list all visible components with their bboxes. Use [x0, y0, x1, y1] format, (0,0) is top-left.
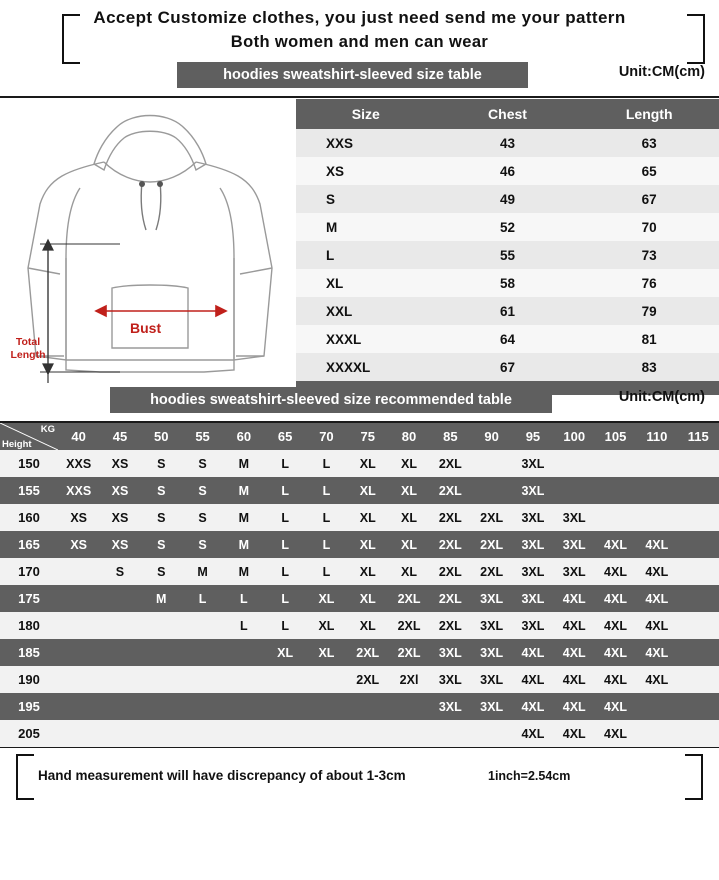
size-cell: L — [223, 585, 264, 612]
table-row — [296, 185, 719, 213]
size-cell: 2XL — [388, 612, 429, 639]
size-cell — [58, 558, 99, 585]
size-cell — [636, 504, 677, 531]
size-cell: S — [182, 477, 223, 504]
size-cell: 3XL — [430, 666, 471, 693]
size-cell — [677, 558, 719, 585]
cell-chest: 52 — [436, 213, 580, 241]
size-cell: 3XL — [554, 504, 595, 531]
total-length-line-1: Total — [15, 336, 41, 348]
size-cell: 2XL — [471, 504, 512, 531]
size-cell: XS — [99, 531, 140, 558]
size-cell: 4XL — [554, 720, 595, 747]
size-cell — [182, 612, 223, 639]
size-cell: XL — [306, 585, 347, 612]
size-cell — [595, 477, 636, 504]
size-cell — [99, 612, 140, 639]
size-cell — [265, 720, 306, 747]
size-cell — [58, 639, 99, 666]
size-cell: 3XL — [554, 558, 595, 585]
size-cell — [554, 477, 595, 504]
size-cell: 3XL — [430, 693, 471, 720]
height-cell: 185 — [0, 639, 58, 666]
size-cell: XL — [388, 477, 429, 504]
cell-length: 76 — [579, 269, 719, 297]
size-cell — [223, 639, 264, 666]
size-cell — [182, 720, 223, 747]
height-cell: 155 — [0, 477, 58, 504]
cell-size: L — [296, 241, 436, 269]
size-cell: 3XL — [554, 531, 595, 558]
size-cell: L — [265, 531, 306, 558]
size-cell: 4XL — [554, 612, 595, 639]
size-cell: L — [306, 477, 347, 504]
size-cell: 4XL — [554, 585, 595, 612]
size-cell: 3XL — [512, 612, 553, 639]
size-cell: M — [223, 558, 264, 585]
size-cell: XS — [99, 477, 140, 504]
size-cell: L — [265, 504, 306, 531]
size-cell: XL — [347, 558, 388, 585]
size-cell: S — [182, 450, 223, 477]
size-cell — [677, 612, 719, 639]
size-cell: 4XL — [512, 720, 553, 747]
height-cell: 205 — [0, 720, 58, 747]
height-cell: 180 — [0, 612, 58, 639]
size-cell — [636, 477, 677, 504]
cell-length: 70 — [579, 213, 719, 241]
weight-header: 50 — [141, 423, 182, 450]
recommend-body — [0, 450, 719, 747]
size-cell: 4XL — [512, 693, 553, 720]
size-cell: S — [141, 531, 182, 558]
height-cell: 160 — [0, 504, 58, 531]
size-cell: 4XL — [554, 693, 595, 720]
recommend-header-row — [0, 423, 719, 450]
size-cell: 3XL — [512, 477, 553, 504]
size-cell — [306, 666, 347, 693]
recommend-table-title: hoodies sweatshirt-sleeved size recommended table — [110, 387, 552, 413]
size-cell: 2XL — [430, 504, 471, 531]
size-cell: M — [223, 450, 264, 477]
size-cell: 3XL — [471, 639, 512, 666]
cell-size: XS — [296, 157, 436, 185]
size-cell: 4XL — [636, 666, 677, 693]
size-cell: 2XL — [430, 477, 471, 504]
weight-header: 110 — [636, 423, 677, 450]
axis-label-kg: KG — [40, 424, 56, 435]
size-cell — [58, 666, 99, 693]
table-row — [296, 325, 719, 353]
size-cell: 2XL — [430, 558, 471, 585]
height-cell: 175 — [0, 585, 58, 612]
footer-bracket-right — [685, 754, 703, 800]
cell-size: S — [296, 185, 436, 213]
cell-length: 73 — [579, 241, 719, 269]
cell-size: XXXXL — [296, 353, 436, 381]
footer-inch-conversion: 1inch=2.54cm — [488, 769, 571, 783]
cell-length: 63 — [579, 129, 719, 157]
recommend-table-title-row — [0, 383, 719, 421]
size-cell — [58, 693, 99, 720]
size-cell: 3XL — [512, 585, 553, 612]
size-cell — [99, 720, 140, 747]
size-cell: XL — [347, 504, 388, 531]
table-row — [296, 353, 719, 381]
recommend-row — [0, 585, 719, 612]
height-cell: 190 — [0, 666, 58, 693]
cell-size: XXXL — [296, 325, 436, 353]
cell-chest: 64 — [436, 325, 580, 353]
size-cell — [388, 693, 429, 720]
weight-header: 75 — [347, 423, 388, 450]
size-cell: 4XL — [554, 666, 595, 693]
size-cell: S — [141, 558, 182, 585]
size-cell: XL — [388, 558, 429, 585]
size-cell — [554, 450, 595, 477]
weight-header: 65 — [265, 423, 306, 450]
weight-header: 100 — [554, 423, 595, 450]
size-cell: XL — [347, 477, 388, 504]
cell-chest: 67 — [436, 353, 580, 381]
size-cell — [265, 666, 306, 693]
size-cell: S — [182, 531, 223, 558]
size-cell: XS — [58, 504, 99, 531]
size-cell: M — [223, 504, 264, 531]
recommend-row — [0, 477, 719, 504]
size-cell: S — [141, 450, 182, 477]
table-row — [296, 129, 719, 157]
size-cell: S — [141, 477, 182, 504]
chest-col-header: Chest — [436, 99, 580, 129]
size-cell: L — [306, 531, 347, 558]
table-row — [296, 241, 719, 269]
size-cell: 4XL — [636, 558, 677, 585]
recommend-row — [0, 612, 719, 639]
size-cell — [636, 450, 677, 477]
size-cell — [595, 450, 636, 477]
size-cell: 4XL — [595, 720, 636, 747]
bust-label: Bust — [130, 320, 162, 336]
size-cell — [99, 666, 140, 693]
weight-header: 60 — [223, 423, 264, 450]
size-cell — [636, 720, 677, 747]
size-cell — [223, 693, 264, 720]
page-footer — [0, 748, 719, 802]
size-cell: S — [182, 504, 223, 531]
size-cell: 3XL — [512, 531, 553, 558]
size-cell: 3XL — [512, 450, 553, 477]
size-cell: S — [141, 504, 182, 531]
size-cell — [141, 693, 182, 720]
size-cell: M — [182, 558, 223, 585]
size-cell — [141, 612, 182, 639]
size-cell: L — [265, 612, 306, 639]
weight-header: 45 — [99, 423, 140, 450]
size-cell: 3XL — [512, 504, 553, 531]
size-cell: 3XL — [430, 639, 471, 666]
size-cell — [58, 720, 99, 747]
size-cell: L — [265, 477, 306, 504]
size-cell — [141, 639, 182, 666]
size-cell: XL — [306, 639, 347, 666]
size-cell: 2XL — [388, 639, 429, 666]
axis-label-height: Height — [2, 439, 32, 450]
size-cell: 2XL — [471, 531, 512, 558]
size-cell: L — [306, 558, 347, 585]
axis-corner-cell — [0, 423, 58, 450]
height-cell: 195 — [0, 693, 58, 720]
size-cell: 4XL — [595, 612, 636, 639]
size-cell — [141, 666, 182, 693]
size-cell — [677, 693, 719, 720]
cell-chest: 43 — [436, 129, 580, 157]
footer-note: Hand measurement will have discrepancy of about 1-3cm — [38, 768, 406, 783]
size-cell: L — [223, 612, 264, 639]
page-header — [0, 0, 719, 58]
cell-length: 83 — [579, 353, 719, 381]
size-cell: XL — [265, 639, 306, 666]
weight-header: 90 — [471, 423, 512, 450]
size-cell — [306, 720, 347, 747]
size-cell: 2XL — [430, 531, 471, 558]
total-length-line-2: Length — [10, 349, 46, 361]
weight-header: 105 — [595, 423, 636, 450]
size-cell: XL — [388, 450, 429, 477]
size-cell — [182, 693, 223, 720]
size-table-title: hoodies sweatshirt-sleeved size table — [177, 62, 528, 88]
table-row — [296, 297, 719, 325]
recommend-row — [0, 504, 719, 531]
recommend-table-unit: Unit:CM(cm) — [618, 389, 705, 405]
size-cell: XL — [347, 612, 388, 639]
size-cell: L — [265, 558, 306, 585]
size-cell — [182, 639, 223, 666]
size-cell: 4XL — [512, 666, 553, 693]
length-col-header: Length — [579, 99, 719, 129]
size-cell — [677, 531, 719, 558]
size-cell — [677, 720, 719, 747]
size-cell: XL — [306, 612, 347, 639]
size-cell: S — [99, 558, 140, 585]
size-cell: 2XL — [388, 585, 429, 612]
table-row — [296, 157, 719, 185]
size-cell: 4XL — [636, 612, 677, 639]
cell-size: XL — [296, 269, 436, 297]
size-cell: 3XL — [471, 585, 512, 612]
size-cell: 3XL — [471, 612, 512, 639]
weight-header: 115 — [677, 423, 719, 450]
size-cell — [58, 612, 99, 639]
size-cell — [223, 666, 264, 693]
cell-length: 79 — [579, 297, 719, 325]
size-cell: XL — [388, 531, 429, 558]
size-cell — [430, 720, 471, 747]
total-length-label — [6, 336, 50, 362]
size-cell — [141, 720, 182, 747]
size-cell: 4XL — [554, 639, 595, 666]
recommend-row — [0, 450, 719, 477]
size-cell — [471, 477, 512, 504]
size-cell — [595, 504, 636, 531]
size-cell — [306, 693, 347, 720]
size-cell: 2XL — [430, 585, 471, 612]
size-cell — [677, 450, 719, 477]
size-cell — [388, 720, 429, 747]
size-cell: XS — [99, 504, 140, 531]
size-cell — [223, 720, 264, 747]
size-cell: 4XL — [512, 639, 553, 666]
cell-size: XXS — [296, 129, 436, 157]
weight-header: 55 — [182, 423, 223, 450]
height-cell: 170 — [0, 558, 58, 585]
size-cell — [471, 450, 512, 477]
size-cell: 2Xl — [388, 666, 429, 693]
size-cell: 2XL — [430, 450, 471, 477]
header-bracket-right — [687, 14, 705, 64]
recommend-row — [0, 693, 719, 720]
size-cell — [99, 693, 140, 720]
size-cell: 3XL — [512, 558, 553, 585]
size-cell — [347, 693, 388, 720]
size-cell: 4XL — [636, 639, 677, 666]
header-bracket-left — [62, 14, 80, 64]
size-cell — [677, 477, 719, 504]
size-col-header: Size — [296, 99, 436, 129]
size-table-unit: Unit:CM(cm) — [618, 64, 705, 80]
size-cell: 4XL — [636, 531, 677, 558]
recommend-table — [0, 423, 719, 747]
height-cell: 150 — [0, 450, 58, 477]
recommend-section — [0, 423, 719, 747]
size-cell: 2XL — [347, 639, 388, 666]
cell-chest: 61 — [436, 297, 580, 325]
table-row — [296, 269, 719, 297]
size-cell: XL — [388, 504, 429, 531]
size-cell — [265, 693, 306, 720]
size-cell: M — [141, 585, 182, 612]
size-cell — [677, 666, 719, 693]
weight-header: 40 — [58, 423, 99, 450]
size-cell — [58, 585, 99, 612]
header-line-2: Both women and men can wear — [230, 33, 489, 51]
size-cell: L — [182, 585, 223, 612]
header-line-1: Accept Customize clothes, you just need send me your pattern — [93, 8, 626, 27]
size-cell: XL — [347, 450, 388, 477]
weight-header: 95 — [512, 423, 553, 450]
size-cell: L — [265, 585, 306, 612]
size-cell: 4XL — [595, 531, 636, 558]
height-cell: 165 — [0, 531, 58, 558]
size-cell — [471, 720, 512, 747]
cell-size: M — [296, 213, 436, 241]
size-cell — [99, 585, 140, 612]
weight-header: 80 — [388, 423, 429, 450]
size-cell — [636, 693, 677, 720]
size-cell: M — [223, 477, 264, 504]
size-cell: XXS — [58, 477, 99, 504]
size-cell: 4XL — [595, 666, 636, 693]
footer-bracket-left — [16, 754, 34, 800]
size-cell: 4XL — [595, 585, 636, 612]
cell-length: 65 — [579, 157, 719, 185]
size-cell: XS — [99, 450, 140, 477]
size-cell — [677, 585, 719, 612]
size-section — [0, 98, 719, 383]
size-cell — [677, 639, 719, 666]
size-cell: XL — [347, 531, 388, 558]
cell-size: XXL — [296, 297, 436, 325]
size-cell: 3XL — [471, 693, 512, 720]
weight-header: 70 — [306, 423, 347, 450]
size-cell — [182, 666, 223, 693]
size-cell: L — [306, 504, 347, 531]
size-cell: 2XL — [471, 558, 512, 585]
cell-chest: 58 — [436, 269, 580, 297]
size-cell: XL — [347, 585, 388, 612]
size-cell: 4XL — [595, 558, 636, 585]
recommend-row — [0, 720, 719, 747]
size-cell — [99, 639, 140, 666]
cell-length: 81 — [579, 325, 719, 353]
cell-chest: 46 — [436, 157, 580, 185]
recommend-row — [0, 531, 719, 558]
size-table-title-row — [0, 58, 719, 96]
recommend-row — [0, 639, 719, 666]
table-row — [296, 213, 719, 241]
size-cell: L — [306, 450, 347, 477]
size-cell: 3XL — [471, 666, 512, 693]
size-cell: 4XL — [595, 639, 636, 666]
cell-length: 67 — [579, 185, 719, 213]
size-cell: 2XL — [430, 612, 471, 639]
size-cell: L — [265, 450, 306, 477]
size-cell — [347, 720, 388, 747]
size-cell: XS — [58, 531, 99, 558]
cell-chest: 55 — [436, 241, 580, 269]
cell-chest: 49 — [436, 185, 580, 213]
size-cell: 4XL — [636, 585, 677, 612]
recommend-row — [0, 666, 719, 693]
weight-header: 85 — [430, 423, 471, 450]
size-table — [296, 99, 719, 395]
size-cell: 2XL — [347, 666, 388, 693]
recommend-row — [0, 558, 719, 585]
size-cell: XXS — [58, 450, 99, 477]
size-table-header-row — [296, 99, 719, 129]
size-cell — [677, 504, 719, 531]
size-cell: 4XL — [595, 693, 636, 720]
size-cell: M — [223, 531, 264, 558]
